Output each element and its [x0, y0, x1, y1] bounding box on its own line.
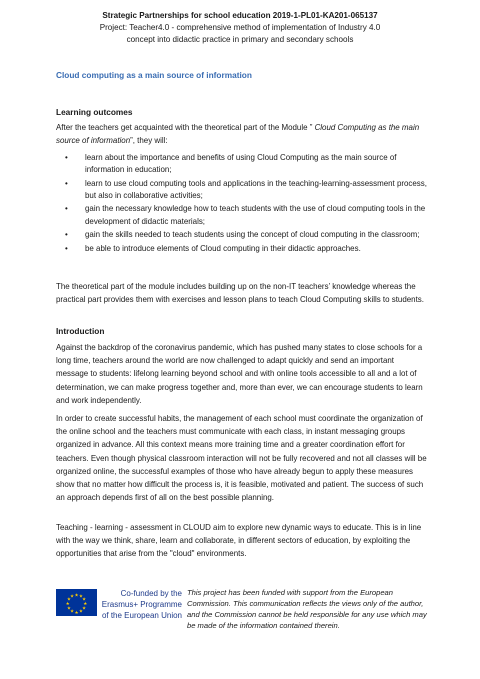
- list-item: • gain the necessary knowledge how to teach students with the use of cloud computing tools in the development of didactic materials;: [56, 203, 428, 227]
- header-line-1: Strategic Partnerships for school education 2019-1-PL01-KA201-065137: [102, 11, 378, 20]
- list-item: • be able to introduce elements of Cloud computing in their didactic approaches.: [56, 243, 428, 255]
- learning-outcomes-intro: [56, 121, 428, 147]
- svg-text:★: ★: [70, 594, 75, 600]
- svg-text:★: ★: [66, 606, 71, 612]
- module-summary: The theoretical part of the module includes building up on the non-IT teachers’ knowledge whereas the practical part provides them with exercises and lesson plans to teach Cloud Computing skills to students.: [56, 282, 424, 305]
- cofund-line: Co-funded by the: [120, 589, 182, 598]
- cofund-line: of the European Union: [101, 611, 182, 620]
- list-item: • learn about the importance and benefits of using Cloud Computing as the main source of information in education;: [56, 152, 428, 176]
- svg-text:★: ★: [78, 594, 83, 600]
- introduction-heading: Introduction: [56, 326, 105, 336]
- intro-paragraph-1: Against the backdrop of the coronavirus pandemic, which has pushed many states to close schools for a long time, teachers around the world are now challenged to adapt quickly and send an important message to students: lifelong learning beyond school and with online tools accessible to all and a lot of determination, we can make progress together and, more than ever, we can encourage students to learn and work independently.: [56, 343, 423, 405]
- cofund-line: Erasmus+ Programme: [101, 600, 182, 609]
- svg-text:★: ★: [74, 610, 79, 616]
- svg-text:★: ★: [70, 609, 75, 615]
- eu-flag-logo: [56, 589, 97, 616]
- funding-disclaimer: This project has been funded with support from the European Commission. This communication reflects the views only of the author, and the Commission cannot be held responsible for any use which may be made of the information contained therein.: [187, 588, 427, 630]
- module-title: Cloud computing as a main source of information: [56, 70, 252, 80]
- header-line-3: concept into didactic practice in primary and secondary schools: [126, 35, 354, 44]
- header-line-2: Project: Teacher4.0 - comprehensive method of implementation of Industry 4.0: [99, 23, 381, 32]
- svg-text:★: ★: [74, 593, 79, 599]
- learning-outcomes-heading: Learning outcomes: [56, 107, 133, 117]
- svg-text:★: ★: [78, 609, 83, 615]
- intro-paragraph-2: In order to create successful habits, the management of each school must coordinate the organization of the online school and the teachers must communicate with each class, in instant messaging groups organized in advance. All this context means more training time and a greater coordination effort for teachers. Even though physical classroom interaction will not be fully recovered and not all classes will be organized online, the successful examples of those who have already begun to apply these measures show that no matter how difficult the process is, it is feasible, motivated and patient. The success of such an approach depends first of all on the best possible planning.: [56, 414, 427, 503]
- svg-text:★: ★: [65, 602, 70, 608]
- list-item: • learn to use cloud computing tools and applications in the teaching-learning-assessment process, but also in collaborative activities;: [56, 178, 428, 202]
- intro-text-end: ”, they will:: [130, 136, 168, 146]
- intro-text: After the teachers get acquainted with the theoretical part of the Module ”: [56, 123, 313, 132]
- intro-paragraph-3: Teaching - learning - assessment in CLOUD aim to explore new dynamic ways to educate. This is in line with the way we think, share, learn and collaborate, in different sectors of education, by exploiting the opportunities that arise from the "cloud" environments.: [56, 523, 422, 559]
- learning-outcomes-list: [56, 152, 428, 256]
- intro-module-name: Cloud Computing as the main source of information: [56, 123, 420, 146]
- svg-text:★: ★: [82, 597, 87, 603]
- svg-text:★: ★: [82, 606, 87, 612]
- svg-text:★: ★: [83, 602, 88, 608]
- svg-text:★: ★: [66, 597, 71, 603]
- eu-stars-icon: [56, 589, 97, 616]
- list-item: • gain the skills needed to teach students using the concept of cloud computing in the classroom;: [56, 229, 428, 241]
- cofunded-label: [100, 588, 182, 621]
